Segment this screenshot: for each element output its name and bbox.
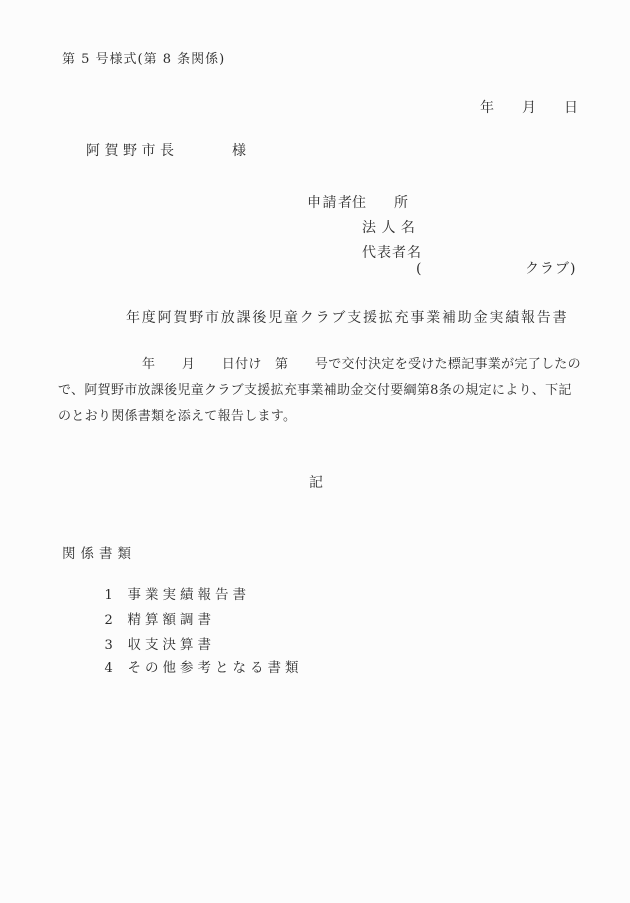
- related-documents-heading: 関係書類: [62, 546, 136, 562]
- date-placeholder: 年 月 日: [480, 100, 578, 116]
- body-paragraph-line: のとおり関係書類を添えて報告します。: [58, 409, 297, 424]
- applicant-representative-label: 代表者名: [362, 245, 422, 261]
- list-item-label: 収支決算書: [127, 637, 216, 654]
- body-paragraph-line: 年 月 日付け 第 号で交付決定を受けた標記事業が完了したの: [142, 357, 581, 372]
- document-title: 年度阿賀野市放課後児童クラブ支援拡充事業補助金実績報告書: [126, 310, 569, 326]
- addressee-name: 阿賀野市長: [86, 143, 179, 159]
- list-item-number: 2: [104, 613, 113, 629]
- list-item-label: 精算額調書: [127, 612, 216, 629]
- list-item-number: 1: [104, 588, 113, 604]
- list-item: [88, 644, 303, 694]
- body-paragraph-line: で、阿賀野市放課後児童クラブ支援拡充事業補助金交付要綱第8条の規定により、下記: [58, 383, 572, 398]
- club-name-suffix: クラブ): [525, 261, 577, 277]
- record-marker: 記: [309, 475, 323, 491]
- applicant-address-label: 住 所: [352, 195, 408, 211]
- club-name-open-paren: (: [416, 261, 422, 277]
- applicant-label: 申請者: [307, 195, 354, 211]
- list-item-label: その他参考となる書類: [127, 660, 303, 677]
- list-item-number: 4: [104, 661, 113, 677]
- list-item-label: 事業実績報告書: [127, 587, 251, 604]
- list-item-number: 3: [104, 638, 113, 654]
- form-number: 第 5 号様式(第 8 条関係): [62, 52, 226, 67]
- addressee-honorific: 様: [232, 143, 246, 159]
- applicant-corporation-label: 法 人 名: [362, 220, 416, 236]
